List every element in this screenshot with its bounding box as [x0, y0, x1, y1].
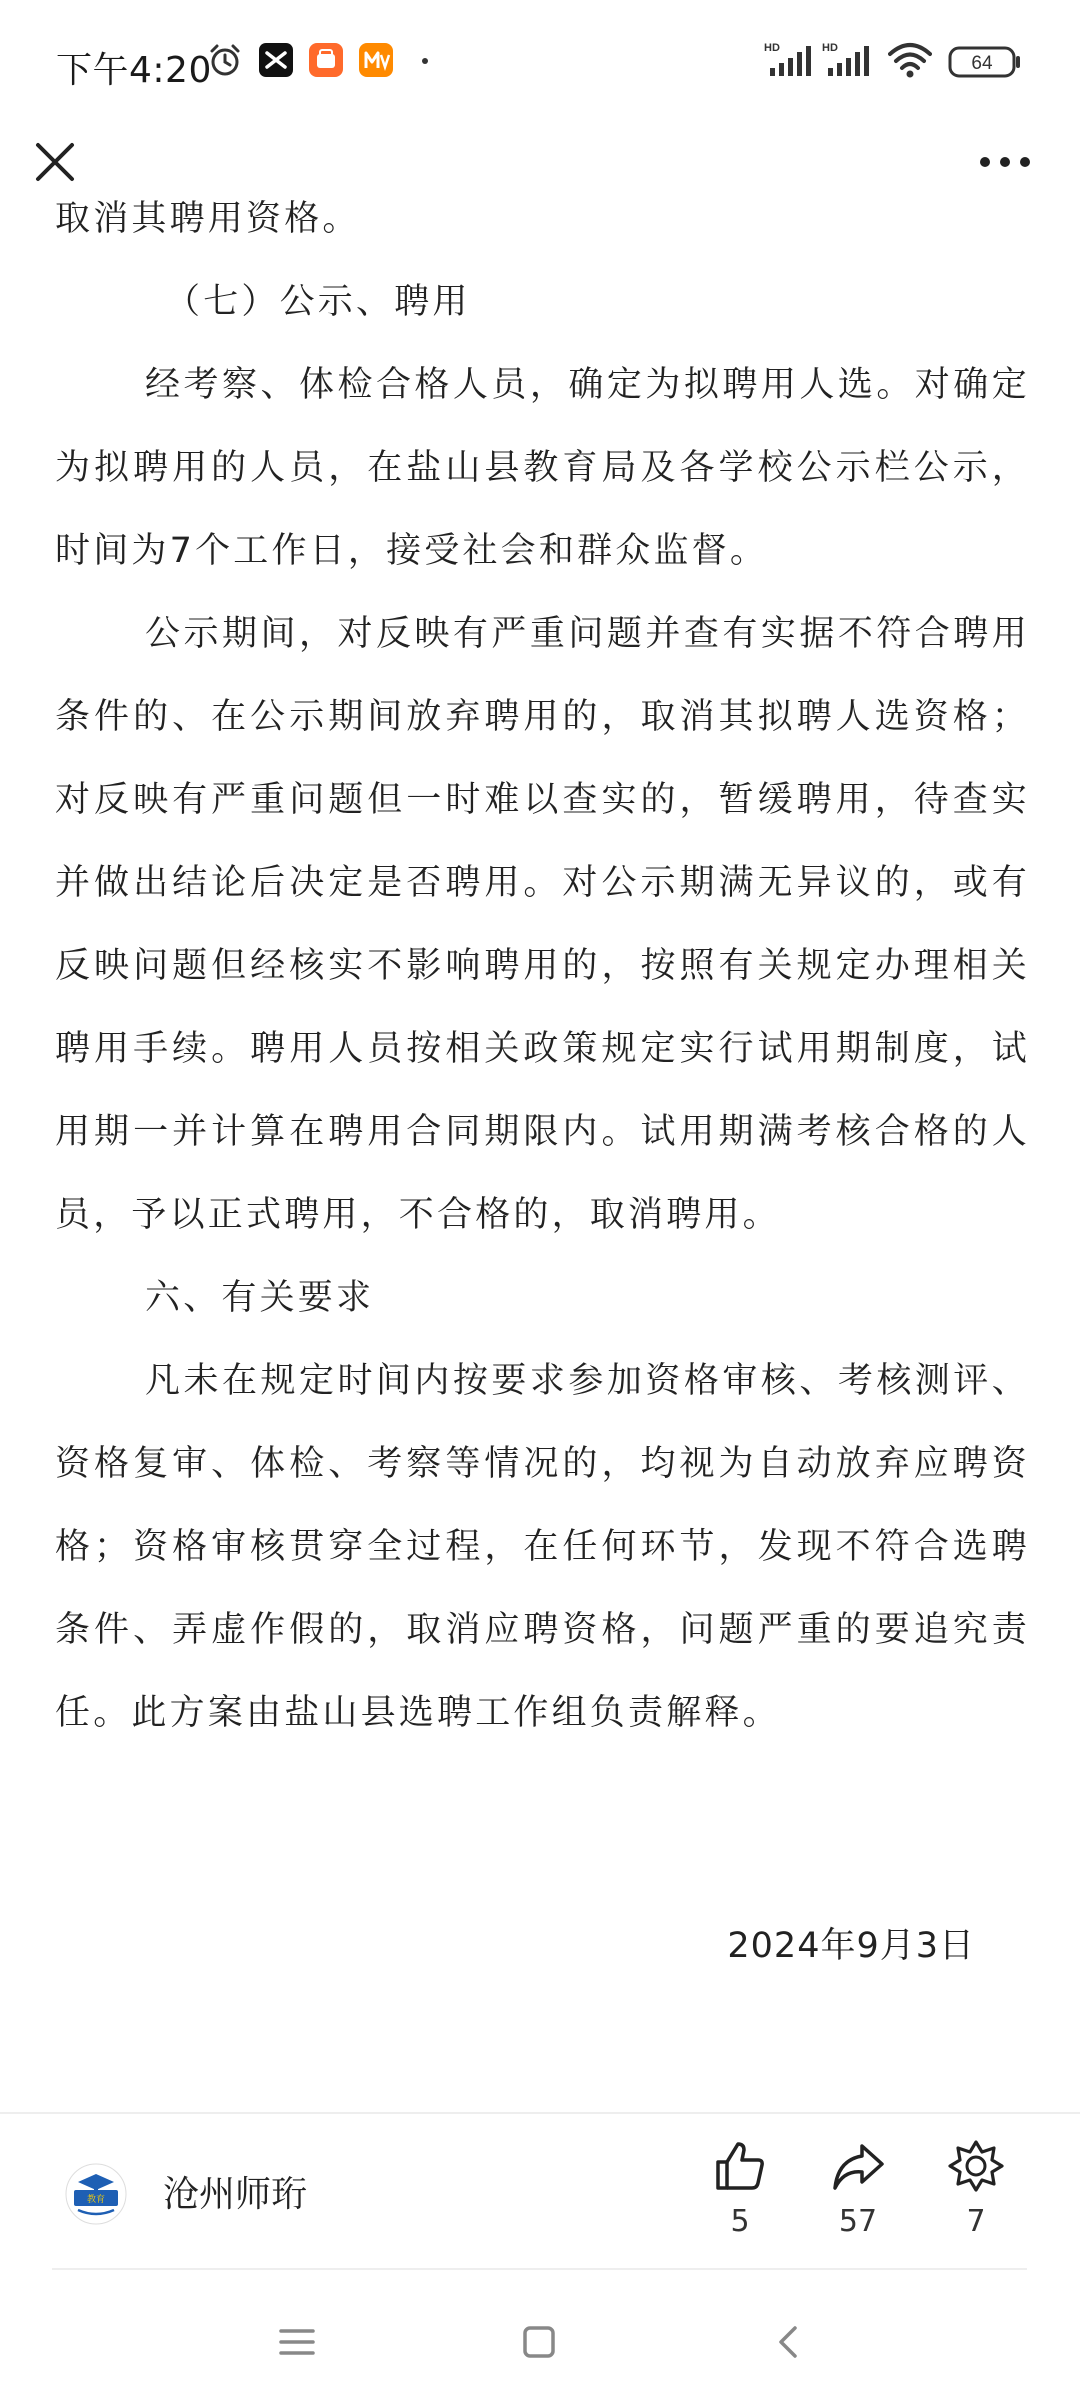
svg-text:HD: HD — [822, 42, 838, 54]
more-icon[interactable] — [975, 147, 1035, 177]
favorite-button[interactable] — [931, 2138, 1021, 2239]
favorite-count: 7 — [966, 2204, 986, 2239]
article-paragraph: 凡未在规定时间内按要求参加资格审核、考核测评、资格复审、体检、考察等情况的，均视为自动放弃应聘资格；资格审核贯穿全过程，在任何环节，发现不符合选聘条件、弄虚作假的，取消应聘资格，问题严重的要追究责任。此方案由盐山县选聘工作组负责解释。 — [55, 1361, 1030, 1733]
svg-text:教育: 教育 — [86, 2195, 106, 2205]
wifi-icon — [888, 40, 932, 80]
home-icon[interactable] — [517, 2320, 561, 2364]
svg-text:HD: HD — [764, 42, 780, 54]
signal-icon — [764, 40, 816, 84]
like-count: 5 — [730, 2204, 750, 2239]
close-icon[interactable] — [30, 137, 80, 187]
divider — [52, 2268, 1027, 2270]
mgtv-icon — [358, 42, 394, 78]
author-logo[interactable] — [64, 2162, 128, 2226]
article-content — [55, 200, 1030, 2090]
notification-dot-icon — [422, 58, 428, 64]
share-count: 57 — [838, 2204, 878, 2239]
status-time: 下午4:20 — [56, 50, 212, 91]
article-date: 2024年9月3日 — [727, 1926, 975, 1966]
alarm-icon — [207, 42, 243, 78]
back-icon[interactable] — [767, 2320, 811, 2364]
article-paragraph: 经考察、体检合格人员，确定为拟聘用人选。对确定为拟聘用的人员，在盐山县教育局及各学校公示栏公示，时间为7个工作日，接受社会和群众监督。 — [55, 365, 1030, 571]
capcut-icon — [258, 42, 294, 78]
status-bar — [0, 0, 1080, 125]
article-paragraph: 取消其聘用资格。 — [55, 200, 361, 239]
section-heading: （七）公示、聘用 — [165, 282, 471, 322]
battery-icon — [948, 46, 1022, 82]
article-paragraph: 公示期间，对反映有严重问题并查有实据不符合聘用条件的、在公示期间放弃聘用的，取消其拟聘人选资格；对反映有严重问题但一时难以查实的，暂缓聘用，待查实并做出结论后决定是否聘用。对公示期满无异议的，或有反映问题但经核实不影响聘用的，按照有关规定办理相关聘用手续。聘用人员按相关政策规定实行试用期制度，试用期一并计算在聘用合同期限内。试用期满考核合格的人员，予以正式聘用，不合格的，取消聘用。 — [55, 614, 1030, 1235]
share-button[interactable] — [813, 2138, 903, 2239]
share-icon — [830, 2138, 886, 2194]
thumbs-up-icon — [712, 2138, 768, 2194]
bottom-action-bar — [0, 2114, 1080, 2269]
author-name[interactable]: 沧州师珩 — [163, 2174, 308, 2215]
battery-level: 64 — [971, 53, 993, 74]
star-icon — [948, 2138, 1004, 2194]
system-nav-bar — [0, 2280, 1080, 2400]
like-button[interactable] — [695, 2138, 785, 2239]
menu-icon[interactable] — [275, 2320, 319, 2364]
mi-app-icon — [308, 42, 344, 78]
section-heading: 六、有关要求 — [145, 1278, 375, 1318]
signal-icon-2 — [822, 40, 874, 84]
